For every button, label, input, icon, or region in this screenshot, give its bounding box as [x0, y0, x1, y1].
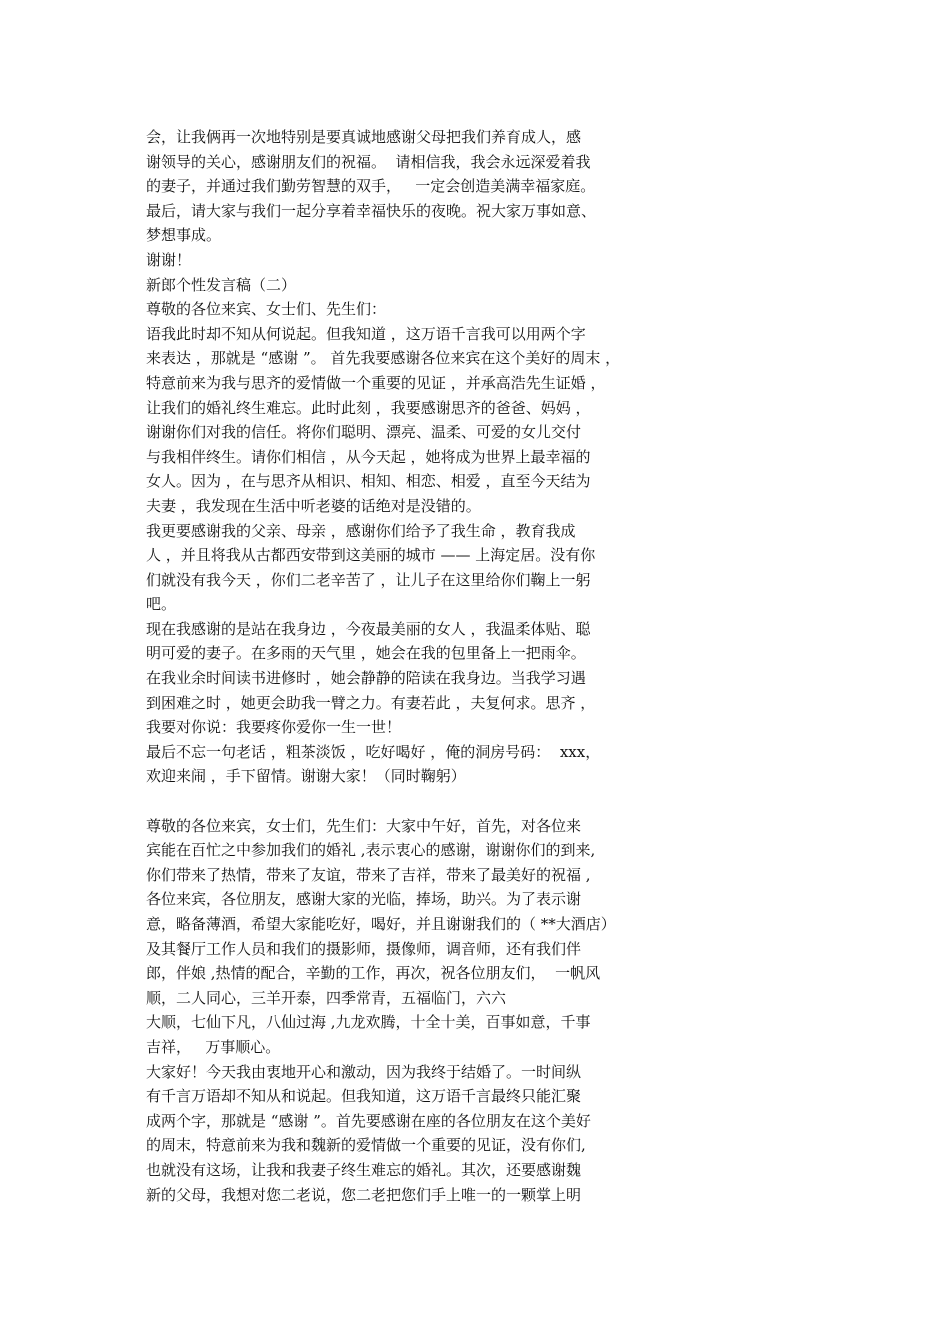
text-line: 吧。: [146, 595, 177, 614]
text-line: 各位来宾，各位朋友，感谢大家的光临，捧场，助兴。为了表示谢: [146, 890, 582, 909]
text-line: 人 ，并且将我从古都西安带到这美丽的城市 —— 上海定居。没有你: [146, 546, 596, 565]
text-line: 夫妻 ，我发现在生活中听老婆的话绝对是没错的。: [146, 496, 481, 515]
text-line: 语我此时却不知从何说起。但我知道 ，这万语千言我可以用两个字: [146, 324, 586, 343]
text-line: 梦想事成。: [146, 226, 222, 245]
text-line: 也就没有这场，让我和我妻子终生难忘的婚礼。其次，还要感谢魏: [146, 1160, 582, 1179]
text-line: 郎，伴娘 ,热情的配合，辛勤的工作，再次，祝各位朋友们， 一帆风: [146, 964, 601, 983]
text-line: 成两个字，那就是 “感谢 ”。首先要感谢在座的各位朋友在这个美好: [146, 1111, 591, 1130]
text-line: 特意前来为我与思齐的爱情做一个重要的见证 ，并承高浩先生证婚 ，: [146, 373, 606, 392]
text-line: 意，略备薄酒，希望大家能吃好，喝好，并且谢谢我们的（ **大酒店）: [146, 915, 616, 933]
text-line: 女人。因为 ，在与思齐从相识、相知、相恋、相爱 ，直至今天结为: [146, 472, 591, 491]
text-line: 谢谢！: [146, 250, 192, 269]
text-line: 明可爱的妻子。在多雨的天气里 ，她会在我的包里备上一把雨伞。: [146, 644, 586, 663]
text-line: 新的父母，我想对您二老说，您二老把您们手上唯一的一颗掌上明: [146, 1185, 582, 1204]
text-line: 谢领导的关心，感谢朋友们的祝福。 请相信我，我会永远深爱着我: [146, 152, 591, 171]
text-line: 们就没有我今天 ，你们二老辛苦了 ，让儿子在这里给你们鞠上一躬: [146, 570, 591, 589]
text-line: 大家好！今天我由衷地开心和激动，因为我终于结婚了。一时间纵: [146, 1062, 582, 1081]
text-line: 宾能在百忙之中参加我们的婚礼 ,表示衷心的感谢，谢谢你们的到来,: [146, 841, 596, 860]
blank-line: [146, 789, 706, 814]
text-line: 我更要感谢我的父亲、母亲 ，感谢你们给予了我生命 ，教育我成: [146, 521, 576, 540]
text-line: 我要对你说：我要疼你爱你一生一世！: [146, 718, 402, 737]
text-line: 让我们的婚礼终生难忘。此时此刻 ，我要感谢思齐的爸爸、妈妈 ，: [146, 398, 591, 417]
text-line: 尊敬的各位来宾、女士们、先生们：: [146, 300, 387, 319]
text-line: 在我业余时间读书进修时 ，她会静静的陪读在我身边。当我学习遇: [146, 669, 586, 688]
text-line: 欢迎来闹 ，手下留情。谢谢大家！（同时鞠躬）: [146, 767, 466, 786]
text-line: 吉祥， 万事顺心。: [146, 1037, 281, 1056]
text-line: 来表达 ，那就是 “感谢 ”。 首先我要感谢各位来宾在这个美好的周末 ，: [146, 349, 621, 368]
text-line: 最后不忘一句老话 ，粗茶淡饭 ，吃好喝好 ，俺的洞房号码： xxx，: [146, 742, 601, 761]
text-line: 大顺，七仙下凡，八仙过海 ,九龙欢腾，十全十美，百事如意，千事: [146, 1013, 591, 1032]
text-line: 及其餐厅工作人员和我们的摄影师，摄像师，调音师，还有我们伴: [146, 939, 582, 958]
text-line: 的周末，特意前来为我和魏新的爱情做一个重要的见证，没有你们,: [146, 1136, 586, 1155]
document-body: [146, 125, 706, 1207]
text-line: 新郎个性发言稿（二）: [146, 275, 297, 294]
text-line: 到困难之时 ，她更会助我一臂之力。有妻若此 ，夫复何求。思齐 ，: [146, 693, 596, 712]
text-line: 尊敬的各位来宾，女士们，先生们：大家中午好，首先，对各位来: [146, 816, 582, 835]
text-line: 你们带来了热情，带来了友谊，带来了吉祥，带来了最美好的祝福 ,: [146, 865, 591, 884]
text-line: 的妻子，并通过我们勤劳智慧的双手， 一定会创造美满幸福家庭。: [146, 177, 596, 196]
text-line: 最后，请大家与我们一起分享着幸福快乐的夜晚。祝大家万事如意、: [146, 201, 597, 220]
text-line: 有千言万语却不知从和说起。但我知道，这万语千言最终只能汇聚: [146, 1087, 582, 1106]
text-line: 谢谢你们对我的信任。将你们聪明、漂亮、温柔、可爱的女儿交付: [146, 423, 582, 442]
text-line: 会，让我俩再一次地特别是要真诚地感谢父母把我们养育成人，感: [146, 128, 582, 146]
text-line: 顺，二人同心，三羊开泰，四季常青，五福临门，六六: [146, 988, 507, 1007]
text-line: 与我相伴终生。请你们相信 ，从今天起 ，她将成为世界上最幸福的: [146, 447, 591, 466]
text-line: 现在我感谢的是站在我身边 ，今夜最美丽的女人 ，我温柔体贴、聪: [146, 619, 591, 638]
